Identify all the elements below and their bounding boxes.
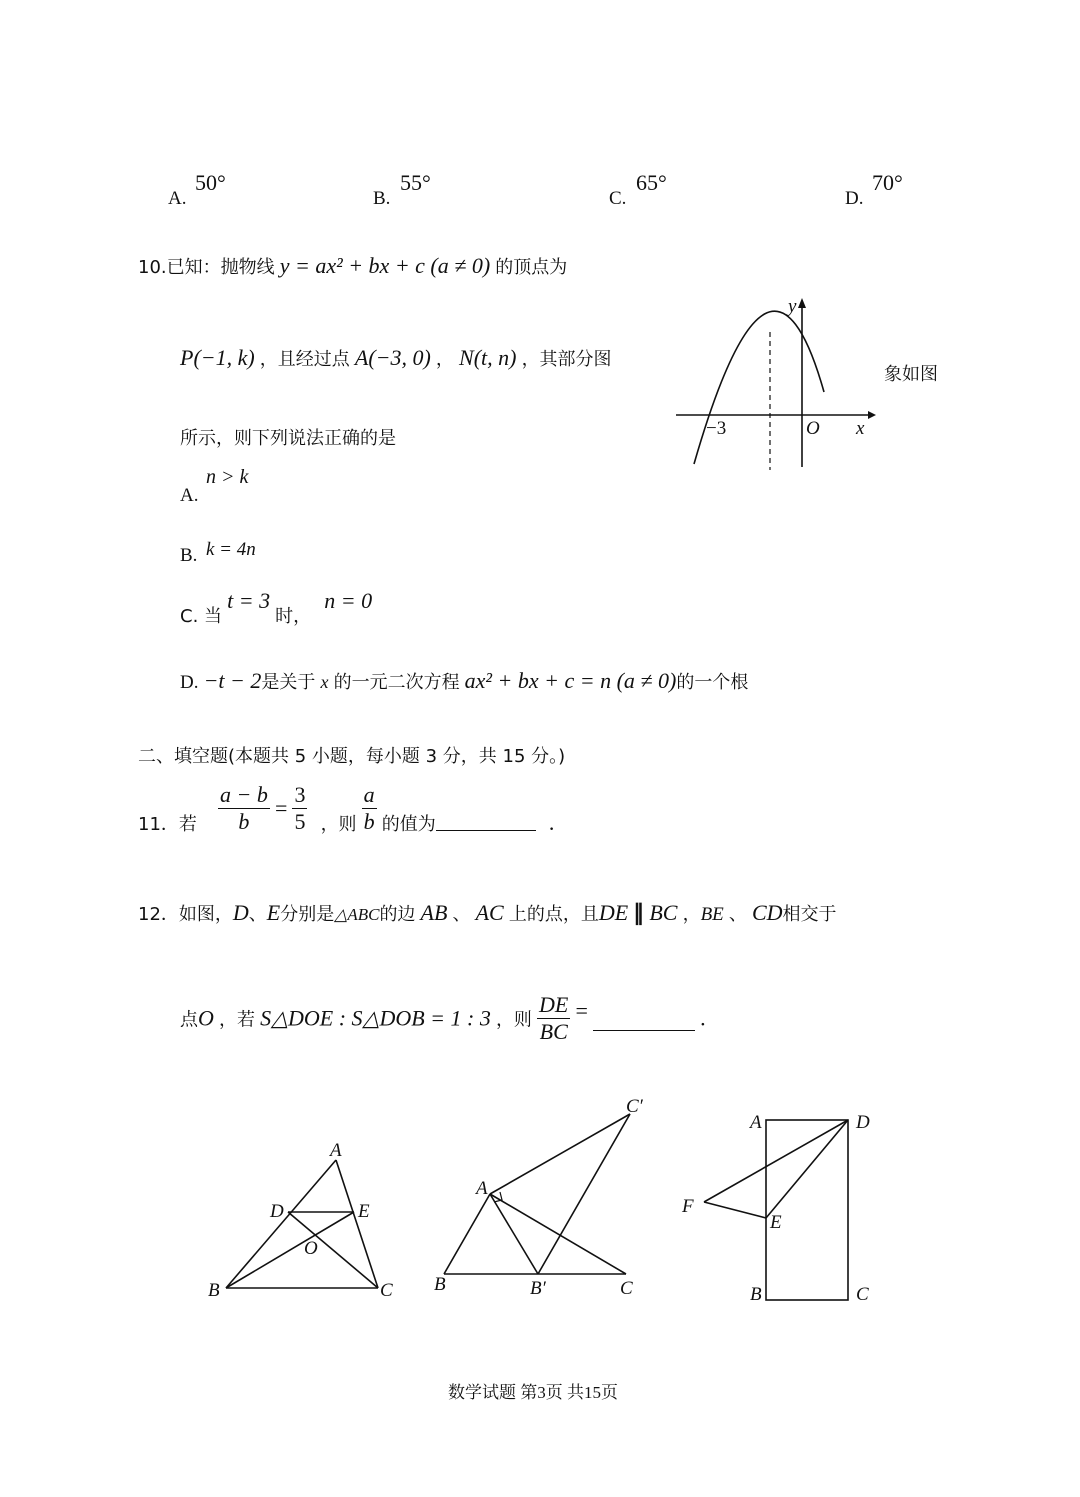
q12-comma: ，: [682, 904, 701, 925]
q10-option-d-label: D.: [180, 672, 199, 693]
q9-option-c-value: 65°: [636, 170, 667, 195]
q10-option-d-text3: 的一个根: [676, 672, 749, 693]
q11-frac2-num: 3: [294, 782, 306, 807]
fig1-label-a: A: [330, 1140, 342, 1161]
q12-line2-text1: 点: [180, 1009, 198, 1031]
q11-frac2-den: 5: [294, 809, 306, 834]
figure-rectangle-abcd: [672, 1100, 892, 1315]
fig2-label-b-prime: B′: [530, 1278, 546, 1299]
q10-text4: 所示，则下列说法正确的是: [180, 428, 396, 449]
q12-segment-de: DE: [598, 900, 629, 925]
fig1-label-e: E: [358, 1201, 370, 1222]
q10-text3: 象如图: [884, 364, 938, 385]
q11-frac2: [292, 782, 307, 835]
q10-option-b-math: k = 4n: [206, 539, 256, 560]
q9-option-b-value: 55°: [400, 170, 431, 195]
q11: [138, 782, 554, 835]
fig2-label-a: A: [476, 1178, 488, 1199]
q10-point-a: A(−3, 0): [354, 345, 431, 370]
q9-option-c-label: C.: [609, 188, 627, 209]
q10-line2: [180, 345, 612, 371]
figure-rotation: [428, 1090, 658, 1310]
fig3-label-c: C: [856, 1284, 869, 1305]
q12-equals: =: [575, 997, 588, 1023]
q10-option-c-label: C. 当: [180, 606, 223, 627]
q12-fraction-num: DE: [539, 992, 569, 1017]
q10-equation: y = ax² + bx + c (a ≠ 0): [279, 253, 491, 278]
graph-neg3-label: −3: [706, 418, 727, 439]
q11-number: 11．若: [138, 813, 197, 835]
q10-line1: [138, 253, 567, 279]
q12-line2-text2: ，若: [218, 1009, 255, 1031]
fig1-label-o: O: [304, 1238, 318, 1259]
section2-heading: 二、填空题(本题共 5 小题，每小题 3 分，共 15 分。): [138, 746, 566, 767]
q10-comma: ，: [435, 349, 454, 370]
q12-text1: 分别是: [280, 904, 335, 925]
q10-option-d-math1: −t − 2: [203, 668, 262, 693]
q11-answer-blank: [436, 830, 536, 831]
q10-option-c: [180, 588, 373, 627]
q10-vertex: P(−1, k): [180, 345, 255, 370]
q10-text1: ，且经过点: [259, 349, 350, 370]
q12-text3: 上的点，且: [508, 904, 599, 925]
q11-mid: ，则: [320, 813, 357, 835]
q12-point-o: O: [198, 1005, 214, 1031]
q10-option-b-label: B.: [180, 545, 198, 566]
graph-origin-label: O: [806, 418, 820, 439]
page-footer: 数学试题 第3页 共15页: [448, 1383, 618, 1402]
fig3-label-f: F: [682, 1196, 694, 1217]
q10-number: 10.: [138, 257, 167, 278]
q10-lead: 已知：抛物线: [166, 257, 275, 278]
q10-option-c-mid: 时，: [275, 606, 312, 627]
q11-frac3-den: b: [363, 809, 375, 834]
fig3-label-b: B: [750, 1284, 762, 1305]
fig3-label-e: E: [770, 1212, 782, 1233]
q10-option-a-label: A.: [180, 485, 199, 506]
q11-frac3-num: a: [363, 782, 375, 807]
q10-parabola-graph: [670, 292, 880, 477]
q12-side-ac: AC: [475, 900, 504, 925]
q12-side-ab: AB: [420, 900, 448, 925]
q12-text2: 的边: [379, 904, 416, 925]
q12-sep2: 、: [452, 904, 471, 925]
q12-area-ratio: S△DOE : S△DOB = 1 : 3: [260, 1005, 491, 1031]
q10-option-d-math2: ax² + bx + c = n (a ≠ 0): [464, 668, 677, 693]
graph-y-label: y: [788, 296, 797, 317]
q9-option-d-label: D.: [845, 188, 864, 209]
fig1-label-d: D: [270, 1201, 284, 1222]
q12-answer-blank: [593, 1030, 695, 1031]
q10-option-d-text2: 的一元二次方程: [333, 672, 460, 693]
q12-end: .: [700, 1005, 706, 1031]
figure3-lines: [704, 1120, 848, 1300]
q12-number: 12．如图，: [138, 904, 233, 925]
q12-fraction: [537, 992, 570, 1045]
q10-option-c-math1: t = 3: [227, 588, 271, 613]
q11-equals: =: [274, 795, 288, 821]
q12-parallel: ∥: [633, 900, 645, 925]
q10-lead-end: 的顶点为: [495, 257, 568, 278]
fig2-label-c-prime: C′: [626, 1096, 643, 1117]
q12-segment-bc: BC: [649, 900, 678, 925]
q12-segment-be: BE: [700, 904, 724, 925]
q11-frac1-num: a − b: [220, 782, 268, 807]
q12-segment-cd: CD: [751, 900, 783, 925]
q10-option-d-text1: 是关于: [261, 672, 316, 693]
q9-option-d-value: 70°: [872, 170, 903, 195]
q12-sep3: 、: [728, 904, 747, 925]
q9-option-a-value: 50°: [195, 170, 226, 195]
q10-option-c-math2: n = 0: [324, 588, 373, 613]
y-axis-arrow: [798, 298, 806, 308]
q12-point-d: D: [232, 900, 249, 925]
q12-line1: [138, 900, 837, 926]
figure2-lines: [444, 1114, 630, 1274]
fig2-label-b: B: [434, 1274, 446, 1295]
q10-option-d-var: x: [320, 672, 329, 692]
q11-end: .: [548, 809, 555, 835]
q11-frac1: [218, 782, 270, 835]
q12-fraction-den: BC: [539, 1019, 568, 1044]
figure1-lines: [226, 1160, 378, 1288]
q12-text4: 相交于: [782, 904, 837, 925]
q12-triangle: △ABC: [334, 905, 380, 924]
fig1-label-c: C: [380, 1280, 393, 1301]
q12-point-e: E: [266, 900, 281, 925]
fig3-label-d: D: [856, 1112, 870, 1133]
figure-triangle-abc: [200, 1130, 410, 1310]
q10-option-d: [180, 668, 748, 694]
fig1-label-b: B: [208, 1280, 220, 1301]
q12-line2: [180, 992, 706, 1045]
q9-option-b-label: B.: [373, 188, 391, 209]
q12-sep1: 、: [248, 904, 267, 925]
q10-option-a-math: n > k: [206, 466, 249, 488]
x-axis-arrow: [868, 411, 876, 419]
q11-tail: 的值为: [381, 813, 436, 835]
graph-x-label: x: [856, 418, 865, 439]
fig2-label-c: C: [620, 1278, 633, 1299]
q11-frac1-den: b: [238, 809, 250, 834]
fig3-label-a: A: [750, 1112, 762, 1133]
parabola-curve: [694, 311, 824, 464]
q12-line2-text3: ，则: [495, 1009, 532, 1031]
q11-frac3: [362, 782, 377, 835]
q10-text2: ，其部分图: [521, 349, 612, 370]
q10-point-n: N(t, n): [459, 345, 517, 370]
q9-option-a-label: A.: [168, 188, 187, 209]
